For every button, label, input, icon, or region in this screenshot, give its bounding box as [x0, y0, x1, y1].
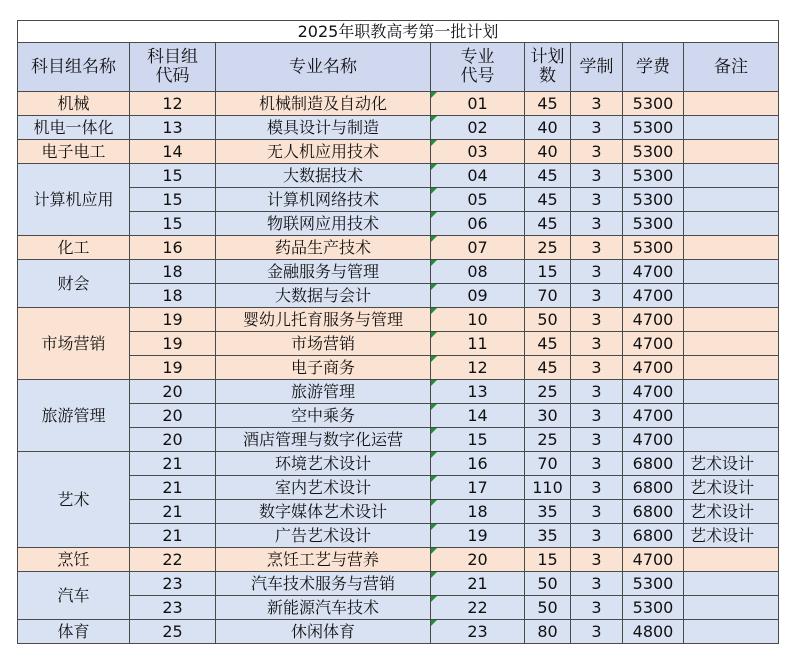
note-cell	[684, 548, 779, 572]
note-cell	[684, 356, 779, 380]
subject-group-cell: 艺术	[18, 452, 130, 548]
plan-count-cell: 15	[525, 548, 571, 572]
header-label: 代码	[155, 66, 190, 86]
note-cell	[684, 332, 779, 356]
note-cell	[684, 116, 779, 140]
note-cell	[684, 212, 779, 236]
tuition-cell: 6800	[623, 500, 684, 524]
duration-cell: 3	[571, 380, 623, 404]
table-row	[18, 212, 779, 236]
note-cell	[684, 188, 779, 212]
subject-code-cell: 23	[130, 572, 216, 596]
subject-code-cell: 15	[130, 188, 216, 212]
major-code-cell: 05	[431, 188, 525, 212]
major-name-cell: 机械制造及自动化	[216, 92, 431, 116]
tuition-cell: 4800	[623, 620, 684, 644]
subject-code-cell: 22	[130, 548, 216, 572]
major-name-cell: 大数据技术	[216, 164, 431, 188]
plan-count-cell: 45	[525, 356, 571, 380]
plan-count-cell: 50	[525, 596, 571, 620]
subject-group-cell: 化工	[18, 236, 130, 260]
plan-count-cell: 70	[525, 284, 571, 308]
note-cell	[684, 140, 779, 164]
subject-code-cell: 20	[130, 404, 216, 428]
duration-cell: 3	[571, 572, 623, 596]
subject-code-cell: 19	[130, 308, 216, 332]
plan-count-cell: 70	[525, 452, 571, 476]
table-row	[18, 572, 779, 596]
subject-group-cell: 计算机应用	[18, 164, 130, 236]
tuition-cell: 5300	[623, 140, 684, 164]
header-duration	[571, 43, 623, 92]
tuition-cell: 4700	[623, 548, 684, 572]
tuition-cell: 4700	[623, 380, 684, 404]
duration-cell: 3	[571, 284, 623, 308]
duration-cell: 3	[571, 524, 623, 548]
header-label: 科目组名称	[31, 56, 116, 77]
major-code-cell: 11	[431, 332, 525, 356]
header-notes	[684, 43, 779, 92]
subject-code-cell: 21	[130, 476, 216, 500]
plan-count-cell: 45	[525, 92, 571, 116]
major-name-cell: 广告艺术设计	[216, 524, 431, 548]
table-row	[18, 428, 779, 452]
table-row	[18, 452, 779, 476]
header-subject-group-code	[130, 43, 216, 92]
plan-count-cell: 50	[525, 572, 571, 596]
subject-code-cell: 20	[130, 428, 216, 452]
major-code-cell: 08	[431, 260, 525, 284]
duration-cell: 3	[571, 140, 623, 164]
header-plan-count	[525, 43, 571, 92]
note-cell	[684, 236, 779, 260]
note-cell	[684, 428, 779, 452]
subject-code-cell: 19	[130, 356, 216, 380]
subject-code-cell: 23	[130, 596, 216, 620]
subject-code-cell: 16	[130, 236, 216, 260]
duration-cell: 3	[571, 164, 623, 188]
enrollment-plan-table	[17, 20, 779, 644]
plan-count-cell: 30	[525, 404, 571, 428]
header-label: 代号	[460, 66, 495, 86]
major-name-cell: 市场营销	[216, 332, 431, 356]
major-name-cell: 物联网应用技术	[216, 212, 431, 236]
duration-cell: 3	[571, 404, 623, 428]
major-code-cell: 23	[431, 620, 525, 644]
tuition-cell: 5300	[623, 116, 684, 140]
duration-cell: 3	[571, 236, 623, 260]
tuition-cell: 5300	[623, 596, 684, 620]
major-code-cell: 10	[431, 308, 525, 332]
note-cell	[684, 92, 779, 116]
header-label: 备注	[714, 56, 748, 77]
duration-cell: 3	[571, 452, 623, 476]
tuition-cell: 6800	[623, 476, 684, 500]
tuition-cell: 4700	[623, 404, 684, 428]
table-row	[18, 284, 779, 308]
subject-code-cell: 15	[130, 164, 216, 188]
note-cell	[684, 404, 779, 428]
duration-cell: 3	[571, 260, 623, 284]
table-row	[18, 236, 779, 260]
subject-code-cell: 18	[130, 284, 216, 308]
table-row	[18, 140, 779, 164]
major-code-cell: 06	[431, 212, 525, 236]
major-name-cell: 大数据与会计	[216, 284, 431, 308]
subject-group-cell: 机械	[18, 92, 130, 116]
major-name-cell: 酒店管理与数字化运营	[216, 428, 431, 452]
subject-group-cell: 市场营销	[18, 308, 130, 380]
note-cell	[684, 596, 779, 620]
table-title: 2025年职教高考第一批计划	[18, 21, 779, 43]
major-name-cell: 电子商务	[216, 356, 431, 380]
tuition-cell: 5300	[623, 236, 684, 260]
major-code-cell: 17	[431, 476, 525, 500]
plan-count-cell: 45	[525, 212, 571, 236]
duration-cell: 3	[571, 428, 623, 452]
header-major-code	[431, 43, 525, 92]
major-name-cell: 计算机网络技术	[216, 188, 431, 212]
major-code-cell: 15	[431, 428, 525, 452]
table-row	[18, 308, 779, 332]
major-name-cell: 模具设计与制造	[216, 116, 431, 140]
major-code-cell: 04	[431, 164, 525, 188]
note-cell: 艺术设计	[684, 524, 779, 548]
note-cell	[684, 284, 779, 308]
note-cell	[684, 620, 779, 644]
subject-code-cell: 14	[130, 140, 216, 164]
table-row	[18, 548, 779, 572]
tuition-cell: 5300	[623, 572, 684, 596]
duration-cell: 3	[571, 356, 623, 380]
subject-group-cell: 电子电工	[18, 140, 130, 164]
duration-cell: 3	[571, 92, 623, 116]
tuition-cell: 6800	[623, 452, 684, 476]
plan-count-cell: 45	[525, 332, 571, 356]
major-name-cell: 烹饪工艺与营养	[216, 548, 431, 572]
subject-code-cell: 13	[130, 116, 216, 140]
tuition-cell: 5300	[623, 164, 684, 188]
header-row	[18, 43, 779, 92]
subject-code-cell: 18	[130, 260, 216, 284]
major-name-cell: 新能源汽车技术	[216, 596, 431, 620]
note-cell	[684, 380, 779, 404]
major-name-cell: 婴幼儿托育服务与管理	[216, 308, 431, 332]
major-code-cell: 14	[431, 404, 525, 428]
duration-cell: 3	[571, 548, 623, 572]
table-row	[18, 92, 779, 116]
subject-code-cell: 20	[130, 380, 216, 404]
major-name-cell: 数字媒体艺术设计	[216, 500, 431, 524]
major-name-cell: 休闲体育	[216, 620, 431, 644]
major-code-cell: 03	[431, 140, 525, 164]
table-row	[18, 260, 779, 284]
table-row	[18, 404, 779, 428]
major-code-cell: 01	[431, 92, 525, 116]
header-label: 专业	[460, 47, 495, 68]
header-label: 数	[539, 66, 556, 86]
table-row	[18, 524, 779, 548]
subject-code-cell: 25	[130, 620, 216, 644]
major-name-cell: 无人机应用技术	[216, 140, 431, 164]
tuition-cell: 4700	[623, 332, 684, 356]
header-tuition	[623, 43, 684, 92]
table-row	[18, 500, 779, 524]
major-code-cell: 13	[431, 380, 525, 404]
header-label: 科目组	[147, 47, 198, 68]
duration-cell: 3	[571, 500, 623, 524]
subject-code-cell: 12	[130, 92, 216, 116]
duration-cell: 3	[571, 212, 623, 236]
subject-group-cell: 旅游管理	[18, 380, 130, 452]
table-row	[18, 164, 779, 188]
note-cell	[684, 164, 779, 188]
major-name-cell: 药品生产技术	[216, 236, 431, 260]
major-code-cell: 02	[431, 116, 525, 140]
subject-code-cell: 21	[130, 524, 216, 548]
plan-count-cell: 35	[525, 500, 571, 524]
tuition-cell: 5300	[623, 92, 684, 116]
subject-group-cell: 汽车	[18, 572, 130, 620]
duration-cell: 3	[571, 116, 623, 140]
table-row	[18, 476, 779, 500]
duration-cell: 3	[571, 596, 623, 620]
header-label: 学费	[636, 56, 670, 77]
plan-count-cell: 15	[525, 260, 571, 284]
duration-cell: 3	[571, 188, 623, 212]
plan-count-cell: 45	[525, 188, 571, 212]
plan-count-cell: 50	[525, 308, 571, 332]
plan-count-cell: 45	[525, 164, 571, 188]
subject-code-cell: 19	[130, 332, 216, 356]
major-code-cell: 18	[431, 500, 525, 524]
tuition-cell: 6800	[623, 524, 684, 548]
table-row	[18, 620, 779, 644]
major-name-cell: 空中乘务	[216, 404, 431, 428]
note-cell: 艺术设计	[684, 452, 779, 476]
header-major-name	[216, 43, 431, 92]
plan-count-cell: 25	[525, 428, 571, 452]
tuition-cell: 5300	[623, 212, 684, 236]
subject-group-cell: 财会	[18, 260, 130, 308]
note-cell: 艺术设计	[684, 500, 779, 524]
plan-count-cell: 80	[525, 620, 571, 644]
duration-cell: 3	[571, 308, 623, 332]
major-code-cell: 21	[431, 572, 525, 596]
note-cell	[684, 572, 779, 596]
table-row	[18, 188, 779, 212]
table-row	[18, 116, 779, 140]
subject-group-cell: 机电一体化	[18, 116, 130, 140]
table-row	[18, 380, 779, 404]
note-cell: 艺术设计	[684, 476, 779, 500]
tuition-cell: 4700	[623, 260, 684, 284]
header-label: 专业名称	[289, 56, 357, 77]
duration-cell: 3	[571, 476, 623, 500]
duration-cell: 3	[571, 332, 623, 356]
table-row	[18, 332, 779, 356]
major-code-cell: 20	[431, 548, 525, 572]
plan-count-cell: 40	[525, 140, 571, 164]
header-label: 学制	[579, 56, 614, 77]
major-code-cell: 19	[431, 524, 525, 548]
major-code-cell: 07	[431, 236, 525, 260]
plan-count-cell: 25	[525, 380, 571, 404]
subject-code-cell: 21	[130, 452, 216, 476]
plan-count-cell: 25	[525, 236, 571, 260]
major-code-cell: 22	[431, 596, 525, 620]
subject-code-cell: 15	[130, 212, 216, 236]
table-row	[18, 596, 779, 620]
note-cell	[684, 308, 779, 332]
tuition-cell: 5300	[623, 188, 684, 212]
tuition-cell: 4700	[623, 308, 684, 332]
major-name-cell: 室内艺术设计	[216, 476, 431, 500]
tuition-cell: 4700	[623, 356, 684, 380]
major-code-cell: 16	[431, 452, 525, 476]
major-name-cell: 环境艺术设计	[216, 452, 431, 476]
major-code-cell: 09	[431, 284, 525, 308]
major-name-cell: 金融服务与管理	[216, 260, 431, 284]
plan-count-cell: 110	[525, 476, 571, 500]
header-label: 计划	[530, 47, 565, 68]
tuition-cell: 4700	[623, 284, 684, 308]
duration-cell: 3	[571, 620, 623, 644]
plan-count-cell: 40	[525, 116, 571, 140]
major-name-cell: 旅游管理	[216, 380, 431, 404]
note-cell	[684, 260, 779, 284]
plan-count-cell: 35	[525, 524, 571, 548]
subject-code-cell: 21	[130, 500, 216, 524]
major-code-cell: 12	[431, 356, 525, 380]
tuition-cell: 4700	[623, 428, 684, 452]
header-subject-group-name	[18, 43, 130, 92]
major-name-cell: 汽车技术服务与营销	[216, 572, 431, 596]
subject-group-cell: 体育	[18, 620, 130, 644]
table-row	[18, 356, 779, 380]
subject-group-cell: 烹饪	[18, 548, 130, 572]
